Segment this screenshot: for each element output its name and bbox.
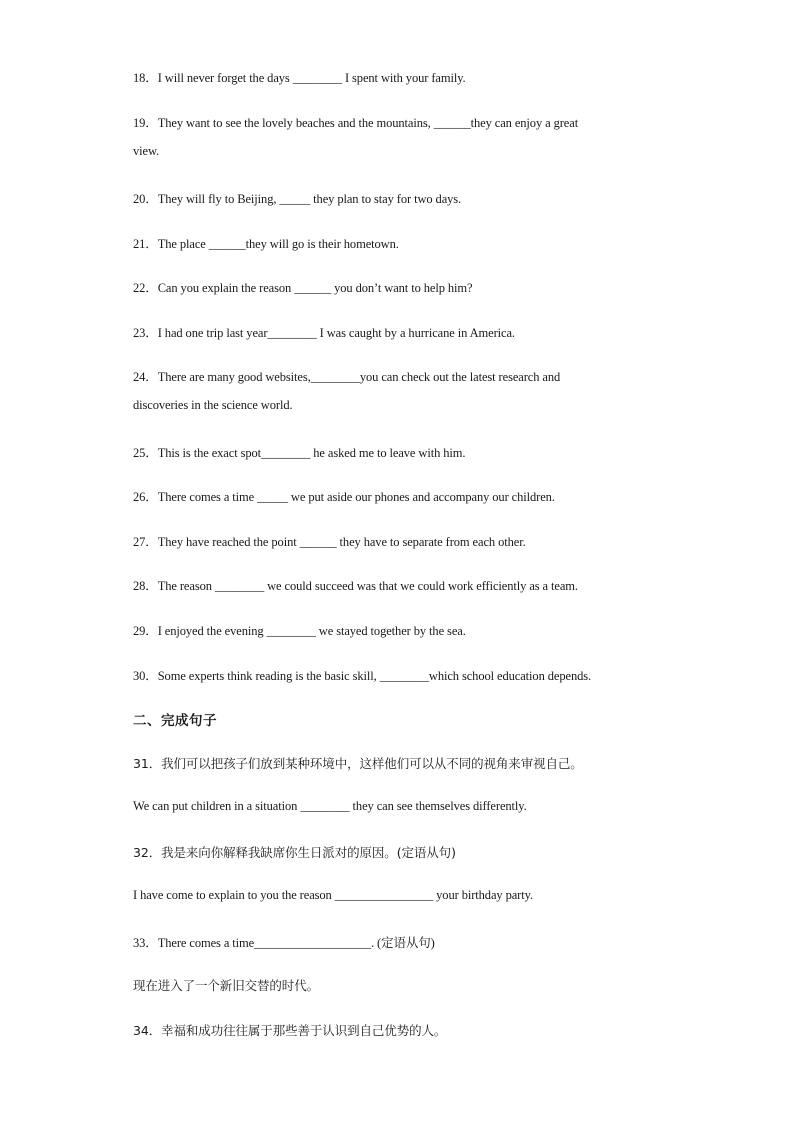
- q33-english: 33．There comes a time___________________. (定语从句): [133, 936, 435, 950]
- section-heading: 二、完成句子: [133, 713, 217, 729]
- q24-cont: discoveries in the science world.: [133, 398, 293, 412]
- q26: 26．There comes a time _____ we put aside our phones and accompany our children.: [133, 490, 555, 504]
- q31-english: We can put children in a situation ________ they can see themselves differently.: [133, 799, 527, 813]
- q29: 29．I enjoyed the evening ________ we stayed together by the sea.: [133, 624, 466, 638]
- q28: 28．The reason ________ we could succeed was that we could work efficiently as a team.: [133, 579, 578, 593]
- q24: 24．There are many good websites,________you can check out the latest research and: [133, 370, 561, 384]
- q19: 19．They want to see the lovely beaches and the mountains, ______they can enjoy a great: [133, 116, 579, 130]
- q25: 25．This is the exact spot________ he asked me to leave with him.: [133, 446, 466, 460]
- q23: 23．I had one trip last year________ I was caught by a hurricane in America.: [133, 326, 515, 340]
- q33-chinese: 现在进入了一个新旧交替的时代。: [133, 978, 320, 993]
- q30: 30．Some experts think reading is the basic skill, ________which school education depends.: [133, 669, 592, 683]
- q20: 20．They will fly to Beijing, _____ they plan to stay for two days.: [133, 192, 462, 206]
- q32-chinese: 32．我是来向你解释我缺席你生日派对的原因。(定语从句): [133, 845, 456, 860]
- q27: 27．They have reached the point ______ they have to separate from each other.: [133, 535, 526, 549]
- q34-chinese: 34．幸福和成功往往属于那些善于认识到自己优势的人。: [133, 1023, 447, 1038]
- q31-chinese: 31．我们可以把孩子们放到某种环境中，这样他们可以从不同的视角来审视自己。: [133, 756, 583, 771]
- q18: 18．I will never forget the days ________ I spent with your family.: [133, 71, 466, 85]
- q19-cont: view.: [133, 144, 160, 158]
- q22: 22．Can you explain the reason ______ you don’t want to help him?: [133, 281, 473, 295]
- q32-english: I have come to explain to you the reason ________________ your birthday party.: [133, 888, 533, 902]
- q21: 21．The place ______they will go is their hometown.: [133, 237, 399, 251]
